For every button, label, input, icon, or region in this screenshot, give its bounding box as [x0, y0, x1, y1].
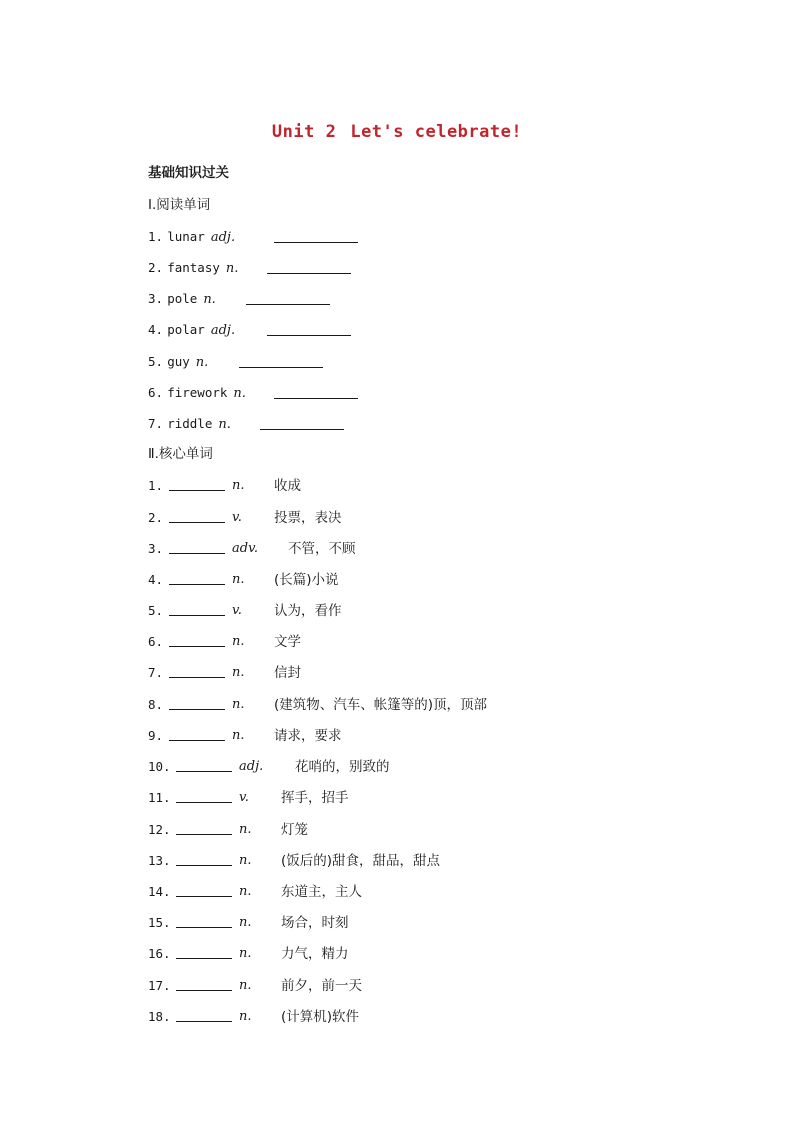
item-number: 12. — [148, 822, 171, 837]
answer-blank[interactable] — [176, 865, 232, 866]
item-pos: n. — [232, 634, 245, 649]
item-pos: n. — [239, 915, 252, 930]
item-pos: n. — [239, 853, 252, 868]
section-heading: 基础知识过关 — [148, 165, 229, 181]
item-number: 1. — [148, 229, 164, 244]
item-meaning: 请求，要求 — [274, 728, 342, 744]
item-number: 1. — [148, 478, 164, 493]
item-number: 7. — [148, 665, 164, 680]
item-meaning: (长篇)小说 — [274, 572, 339, 588]
item-meaning: 东道主，主人 — [281, 884, 362, 900]
item-number: 16. — [148, 946, 171, 961]
item-word: polar — [167, 322, 205, 337]
title-topic: Let's celebrate! — [350, 122, 523, 142]
reading-word-item — [148, 321, 235, 340]
item-meaning: (计算机)软件 — [281, 1009, 360, 1025]
item-pos: n. — [232, 665, 245, 680]
item-meaning: (饭后的)甜食，甜品，甜点 — [281, 853, 441, 869]
reading-word-item — [148, 259, 238, 278]
section-core-words: Ⅱ.核心单词 — [148, 446, 213, 462]
item-number: 15. — [148, 915, 171, 930]
answer-blank[interactable] — [169, 490, 225, 491]
item-word: lunar — [167, 229, 205, 244]
item-pos: n. — [232, 478, 245, 493]
answer-blank[interactable] — [274, 397, 358, 399]
item-meaning: (建筑物、汽车、帐篷等的)顶，顶部 — [274, 697, 488, 713]
answer-blank[interactable] — [176, 958, 232, 959]
item-number: 3. — [148, 291, 164, 306]
item-number: 14. — [148, 884, 171, 899]
item-meaning: 花哨的，别致的 — [295, 759, 390, 775]
item-pos: n. — [195, 355, 209, 370]
item-meaning: 前夕，前一天 — [281, 978, 362, 994]
item-pos: adv. — [232, 541, 259, 556]
item-meaning: 收成 — [274, 478, 301, 494]
answer-blank[interactable] — [169, 646, 225, 647]
item-number: 4. — [148, 572, 164, 587]
item-meaning: 场合，时刻 — [281, 915, 349, 931]
item-number: 13. — [148, 853, 171, 868]
item-pos: n. — [239, 822, 252, 837]
item-pos: v. — [239, 790, 249, 805]
item-pos: n. — [239, 1009, 252, 1024]
item-meaning: 挥手，招手 — [281, 790, 349, 806]
answer-blank[interactable] — [169, 740, 225, 741]
answer-blank[interactable] — [176, 834, 232, 835]
item-number: 9. — [148, 728, 164, 743]
reading-word-item — [148, 228, 235, 247]
item-pos: n. — [239, 946, 252, 961]
title-unit: Unit 2 — [271, 122, 337, 142]
item-number: 7. — [148, 416, 164, 431]
page-title — [0, 122, 794, 142]
item-word: pole — [167, 291, 198, 306]
answer-blank[interactable] — [176, 1021, 232, 1022]
item-pos: adj. — [239, 759, 264, 774]
item-pos: n. — [225, 261, 239, 276]
item-number: 17. — [148, 978, 171, 993]
answer-blank[interactable] — [260, 428, 344, 430]
answer-blank[interactable] — [267, 334, 351, 336]
item-number: 2. — [148, 260, 164, 275]
item-meaning: 文学 — [274, 634, 301, 650]
item-number: 8. — [148, 697, 164, 712]
reading-word-item — [148, 353, 208, 372]
answer-blank[interactable] — [176, 990, 232, 991]
answer-blank[interactable] — [176, 927, 232, 928]
item-number: 6. — [148, 634, 164, 649]
answer-blank[interactable] — [239, 366, 323, 368]
answer-blank[interactable] — [169, 677, 225, 678]
item-pos: n. — [239, 884, 252, 899]
item-number: 2. — [148, 510, 164, 525]
item-word: guy — [167, 354, 190, 369]
item-word: riddle — [167, 416, 213, 431]
answer-blank[interactable] — [169, 584, 225, 585]
answer-blank[interactable] — [176, 896, 232, 897]
item-pos: n. — [232, 572, 245, 587]
reading-word-item — [148, 384, 246, 403]
item-number: 4. — [148, 322, 164, 337]
item-meaning: 认为，看作 — [274, 603, 342, 619]
item-pos: adj. — [210, 323, 236, 338]
answer-blank[interactable] — [176, 802, 232, 803]
item-pos: v. — [232, 603, 242, 618]
answer-blank[interactable] — [169, 615, 225, 616]
answer-blank[interactable] — [169, 553, 225, 554]
item-pos: n. — [232, 728, 245, 743]
item-number: 3. — [148, 541, 164, 556]
item-number: 11. — [148, 790, 171, 805]
reading-word-item — [148, 290, 216, 309]
item-number: 5. — [148, 603, 164, 618]
item-meaning: 灯笼 — [281, 822, 308, 838]
item-number: 5. — [148, 354, 164, 369]
item-meaning: 力气，精力 — [281, 946, 349, 962]
answer-blank[interactable] — [169, 522, 225, 523]
answer-blank[interactable] — [267, 272, 351, 274]
item-meaning: 信封 — [274, 665, 301, 681]
item-pos: n. — [218, 417, 231, 432]
item-pos: n. — [233, 386, 246, 401]
answer-blank[interactable] — [274, 241, 358, 243]
answer-blank[interactable] — [176, 771, 232, 772]
answer-blank[interactable] — [169, 709, 225, 710]
item-pos: n. — [232, 697, 245, 712]
answer-blank[interactable] — [246, 303, 330, 305]
reading-word-item — [148, 415, 231, 434]
item-meaning: 不管，不顾 — [288, 541, 356, 557]
item-pos: n. — [239, 978, 252, 993]
item-word: firework — [167, 385, 228, 400]
item-number: 10. — [148, 759, 171, 774]
item-number: 6. — [148, 385, 164, 400]
item-number: 18. — [148, 1009, 171, 1024]
item-pos: v. — [232, 510, 242, 525]
item-word: fantasy — [167, 260, 220, 275]
item-pos: adj. — [210, 230, 236, 245]
item-pos: n. — [203, 292, 216, 307]
item-meaning: 投票，表决 — [274, 510, 342, 526]
section-reading-words: Ⅰ.阅读单词 — [148, 197, 211, 213]
